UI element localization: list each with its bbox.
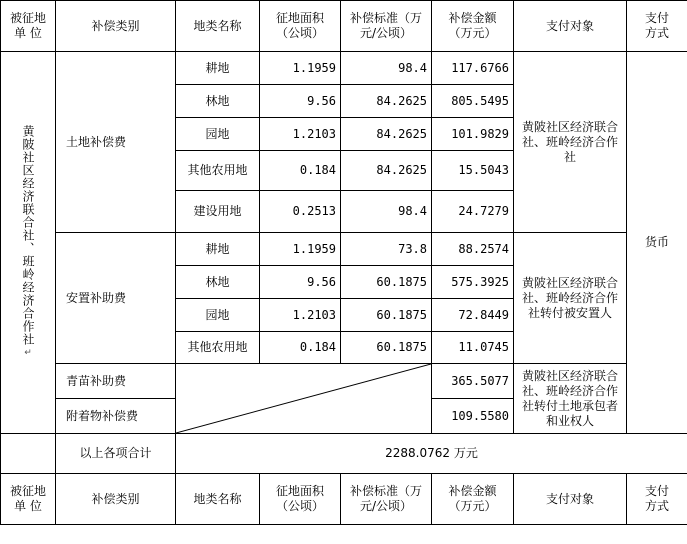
table-row [1,364,687,399]
land-type: 耕地 [176,233,260,266]
area-value: 9.56 [260,266,341,299]
area-value: 1.1959 [260,233,341,266]
header-land-type: 地类名称 [176,474,260,525]
header-amount: 补偿金额 （万元） [432,1,514,52]
header-row [1,1,687,52]
land-type: 园地 [176,118,260,151]
land-comp-payee: 黄陂社区经济联合社、班岭经济合作社 [514,52,627,233]
header-standard: 补偿标准（万 元/公顷） [341,474,432,525]
land-type: 其他农用地 [176,332,260,364]
paragraph-mark: ↵ [24,347,32,358]
header-unit: 被征地 单 位 [1,474,56,525]
area-value: 0.184 [260,151,341,191]
header-unit: 被征地 单 位 [1,1,56,52]
header-amount: 补偿金额 （万元） [432,474,514,525]
standard-value: 73.8 [341,233,432,266]
header-area: 征地面积 （公顷） [260,474,341,525]
land-type: 耕地 [176,52,260,85]
pay-method: 货币 [627,52,687,434]
amount-value: 72.8449 [432,299,514,332]
total-value: 2288.0762 万元 [176,434,687,474]
header-payee: 支付对象 [514,474,627,525]
header-area: 征地面积 （公顷） [260,1,341,52]
header-payee: 支付对象 [514,1,627,52]
area-value: 1.2103 [260,299,341,332]
amount-value: 11.0745 [432,332,514,364]
standard-value: 60.1875 [341,332,432,364]
repeat-header-row [1,474,687,525]
land-type: 其他农用地 [176,151,260,191]
table-row [1,52,687,85]
other-payee: 黄陂社区经济联合社、班岭经济合作社转付土地承包者和业权人 [514,364,627,434]
amount-value: 575.3925 [432,266,514,299]
standard-value: 84.2625 [341,151,432,191]
attach-category: 附着物补偿费 [56,399,176,434]
area-value: 0.184 [260,332,341,364]
crops-amount: 365.5077 [432,364,514,399]
amount-value: 24.7279 [432,191,514,233]
land-type: 园地 [176,299,260,332]
amount-value: 805.5495 [432,85,514,118]
amount-value: 117.6766 [432,52,514,85]
diagonal-blank-cell [176,364,432,434]
land-comp-category: 土地补偿费 [56,52,176,233]
unit-cell [1,52,56,434]
unit-name: 黄陂社区经济联合社、班岭经济合作社 [21,124,35,346]
total-label: 以上各项合计 [56,434,176,474]
resettle-category: 安置补助费 [56,233,176,364]
land-type: 建设用地 [176,191,260,233]
header-category: 补偿类别 [56,474,176,525]
amount-value: 101.9829 [432,118,514,151]
land-type: 林地 [176,266,260,299]
resettle-payee: 黄陂社区经济联合社、班岭经济合作社转付被安置人 [514,233,627,364]
area-value: 1.1959 [260,52,341,85]
standard-value: 98.4 [341,52,432,85]
header-method: 支付 方式 [627,474,687,525]
header-method: 支付 方式 [627,1,687,52]
attach-amount: 109.5580 [432,399,514,434]
total-blank [1,434,56,474]
standard-value: 60.1875 [341,266,432,299]
area-value: 1.2103 [260,118,341,151]
standard-value: 98.4 [341,191,432,233]
header-category: 补偿类别 [56,1,176,52]
table-row [1,233,687,266]
standard-value: 60.1875 [341,299,432,332]
header-land-type: 地类名称 [176,1,260,52]
land-type: 林地 [176,85,260,118]
area-value: 9.56 [260,85,341,118]
total-row [1,434,687,474]
diagonal-line [176,364,431,433]
crops-category: 青苗补助费 [56,364,176,399]
amount-value: 15.5043 [432,151,514,191]
area-value: 0.2513 [260,191,341,233]
header-standard: 补偿标准（万 元/公顷） [341,1,432,52]
amount-value: 88.2574 [432,233,514,266]
standard-value: 84.2625 [341,118,432,151]
standard-value: 84.2625 [341,85,432,118]
